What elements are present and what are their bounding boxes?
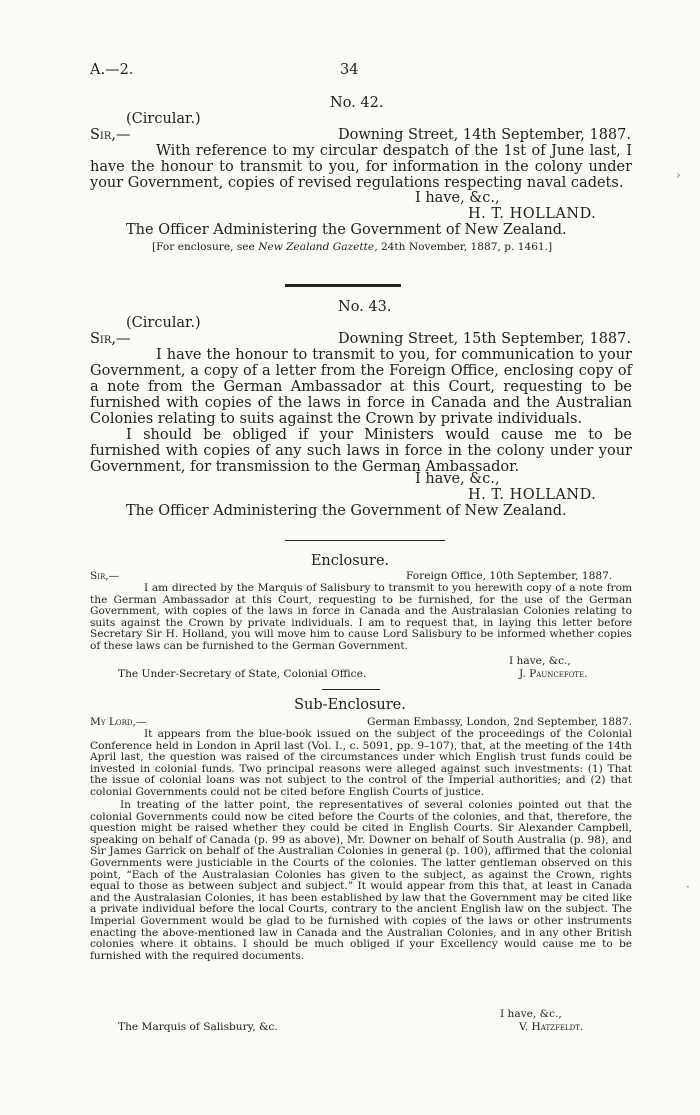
despatch-42-number: No. 42.: [330, 95, 384, 111]
despatch-43-circular: (Circular.): [126, 315, 201, 331]
document-reference: A.—2.: [90, 62, 134, 78]
section-divider-short: [322, 689, 380, 690]
despatch-43-body-2: I should be obliged if your Ministers would cause me to be furnished with copies of any such laws in force in the colony under your Government, for transmission to the German Ambassador.: [90, 427, 632, 475]
subenclosure-body-1: It appears from the blue-book issued on the subject of the proceedings of the Colonial Conference held in London in April last (Vol. I., c. 5091, pp. 9–107), that, at the meeting of the 14th April last, the question was raised of the circumstances under which English trust funds could be invested in colonial funds. Two principal reasons were alleged against such investments: (1) That the issue of colonial loans was not subject to the control of the Imperial authorities; and (2) that colonial Governments could not be cited before English Courts of justice.: [90, 728, 632, 798]
despatch-42-place-date: Downing Street, 14th September, 1887.: [338, 127, 631, 143]
subenclosure-salutation: My Lord,—: [90, 716, 147, 728]
enclosure-heading: Enclosure.: [310, 553, 390, 569]
enclosure-addressee: The Under-Secretary of State, Colonial Office.: [118, 668, 367, 680]
despatch-42-body: With reference to my circular despatch of the 1st of June last, I have the honour to transmit to you, for information in the colony under your Government, copies of revised regulations respecting naval cadets.: [90, 143, 632, 191]
despatch-43-addressee: The Officer Administering the Government of New Zealand.: [126, 503, 567, 519]
despatch-42-enclosure-note: [For enclosure, see New Zealand Gazette, 24th November, 1887, p. 1461.]: [152, 241, 553, 253]
despatch-43-number: No. 43.: [338, 299, 392, 315]
enclosure-signature: J. Pauncefote.: [519, 668, 588, 680]
despatch-42-circular: (Circular.): [126, 111, 201, 127]
enclosure-place-date: Foreign Office, 10th September, 1887.: [406, 570, 613, 582]
subenclosure-place-date: German Embassy, London, 2nd September, 1887.: [367, 716, 632, 728]
subenclosure-heading: Sub-Enclosure.: [294, 697, 406, 713]
subenclosure-addressee: The Marquis of Salisbury, &c.: [118, 1021, 278, 1033]
enclosure-body: I am directed by the Marquis of Salisbury to transmit to you herewith copy of a note from the German Ambassador at this Court, requesting to be furnished, for the use of the German Government, with copies of the laws in force in Canada and the Australasian Colonies relating to suits against the Crown by private individuals. I am to request that, in laying this letter before Secretary Sir H. Holland, you will move him to cause Lord Salisbury to be informed whether copies of these laws can be furnished to the German Government.: [90, 582, 632, 652]
enclosure-closing: I have, &c.,: [509, 655, 571, 667]
page-number: 34: [340, 62, 359, 78]
despatch-42-closing: I have, &c.,: [415, 190, 500, 206]
despatch-42-signature: H. T. HOLLAND.: [468, 206, 597, 222]
subenclosure-body-2: In treating of the latter point, the representatives of several colonies pointed out that the colonial Governments could now be cited before the Courts of the colonies, and that, therefore, the question might be raised whether they could be cited in English Courts. Sir Alexander Campbell, speaking on behalf of Canada (p. 99 as above), Mr. Downer on behalf of South Australia (p. 98), and Sir James Garrick on behalf of the Australian Colonies in general (p. 100), affirmed that the colonial Governments were justiciable in the Courts of the colonies. The latter gentleman observed on this point, “Each of the Australasian Colonies has given to the subject, as against the Crown, rights equal to those as between subject and subject.” It would appear from this that, at least in Canada and the Australasian Colonies, it has been established by law that the Government may be cited like a private individual before the local Courts, contrary to the ancient English law on the subject. The Imperial Government would be glad to be furnished with copies of the laws or other instruments enacting the above-mentioned law in Canada and the Australian Colonies, and in any other British colonies where it obtains. I should be much obliged if your Excellency would cause me to be furnished with the required documents.: [90, 799, 632, 962]
section-divider-thin: [285, 540, 445, 541]
gazette-title: New Zealand Gazette,: [258, 241, 378, 253]
despatch-43-body-1: I have the honour to transmit to you, for communication to your Government, a copy of a letter from the Foreign Office, enclosing copy of a note from the German Ambassador at this Court, requesting to be furnished with copies of the laws in force in Canada and the Australian Colonies relating to suits against the Crown by private individuals.: [90, 347, 632, 427]
subenclosure-closing: I have, &c.,: [500, 1008, 562, 1020]
despatch-42-addressee: The Officer Administering the Government of New Zealand.: [126, 222, 567, 238]
despatch-43-place-date: Downing Street, 15th September, 1887.: [338, 331, 631, 347]
despatch-42-salutation: Sir,—: [90, 127, 131, 143]
margin-tick-icon: ·: [686, 880, 690, 894]
margin-chevron-icon: ›: [676, 168, 681, 182]
enclosure-salutation: Sir,—: [90, 570, 120, 582]
despatch-43-closing: I have, &c.,: [415, 471, 500, 487]
subenclosure-signature: V. Hatzfeldt.: [519, 1021, 584, 1033]
despatch-43-salutation: Sir,—: [90, 331, 131, 347]
despatch-43-signature: H. T. HOLLAND.: [468, 487, 597, 503]
section-divider: [285, 284, 401, 287]
